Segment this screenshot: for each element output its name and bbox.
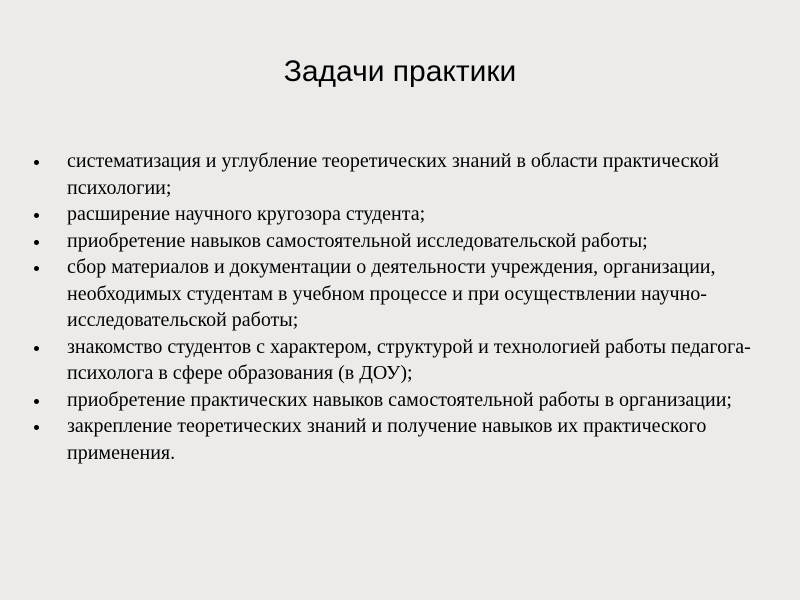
bullet-dot-icon	[34, 213, 39, 218]
bullet-text-5: знакомство студентов с характером, структурой и технологией работы педагога-психолога в сфере образования (в ДОУ);	[67, 335, 751, 384]
bullet-dot-icon	[34, 160, 39, 165]
bullet-text-7: закрепление теоретических знаний и получение навыков их практического применения.	[67, 415, 707, 464]
bullet-item-4	[34, 254, 754, 334]
bullet-text-1: систематизация и углубление теоретических знаний в области практической психологии;	[67, 150, 719, 199]
slide-title: Задачи практики	[283, 55, 517, 88]
bullet-dot-icon	[34, 346, 39, 351]
bullet-text-3: приобретение навыков самостоятельной исследовательской работы;	[67, 229, 648, 252]
bullet-list	[34, 148, 754, 466]
bullet-text-2: расширение научного кругозора студента;	[67, 203, 426, 225]
bullet-item-1	[34, 148, 754, 201]
bullet-dot-icon	[34, 266, 39, 271]
bullet-item-5	[34, 334, 754, 387]
bullet-item-6	[34, 387, 754, 414]
bullet-dot-icon	[34, 240, 39, 245]
bullet-item-2	[34, 201, 754, 228]
bullet-dot-icon	[34, 425, 39, 430]
bullet-item-3	[34, 228, 754, 255]
bullet-dot-icon	[34, 399, 39, 404]
bullet-item-7	[34, 413, 754, 466]
bullet-text-6: приобретение практических навыков самостоятельной работы в организации;	[67, 388, 732, 411]
bullet-text-4: сбор материалов и документации о деятельности учреждения, организации, необходимых студентам в учебном процессе и при осуществлении научно-исследовательской работы;	[67, 256, 716, 331]
